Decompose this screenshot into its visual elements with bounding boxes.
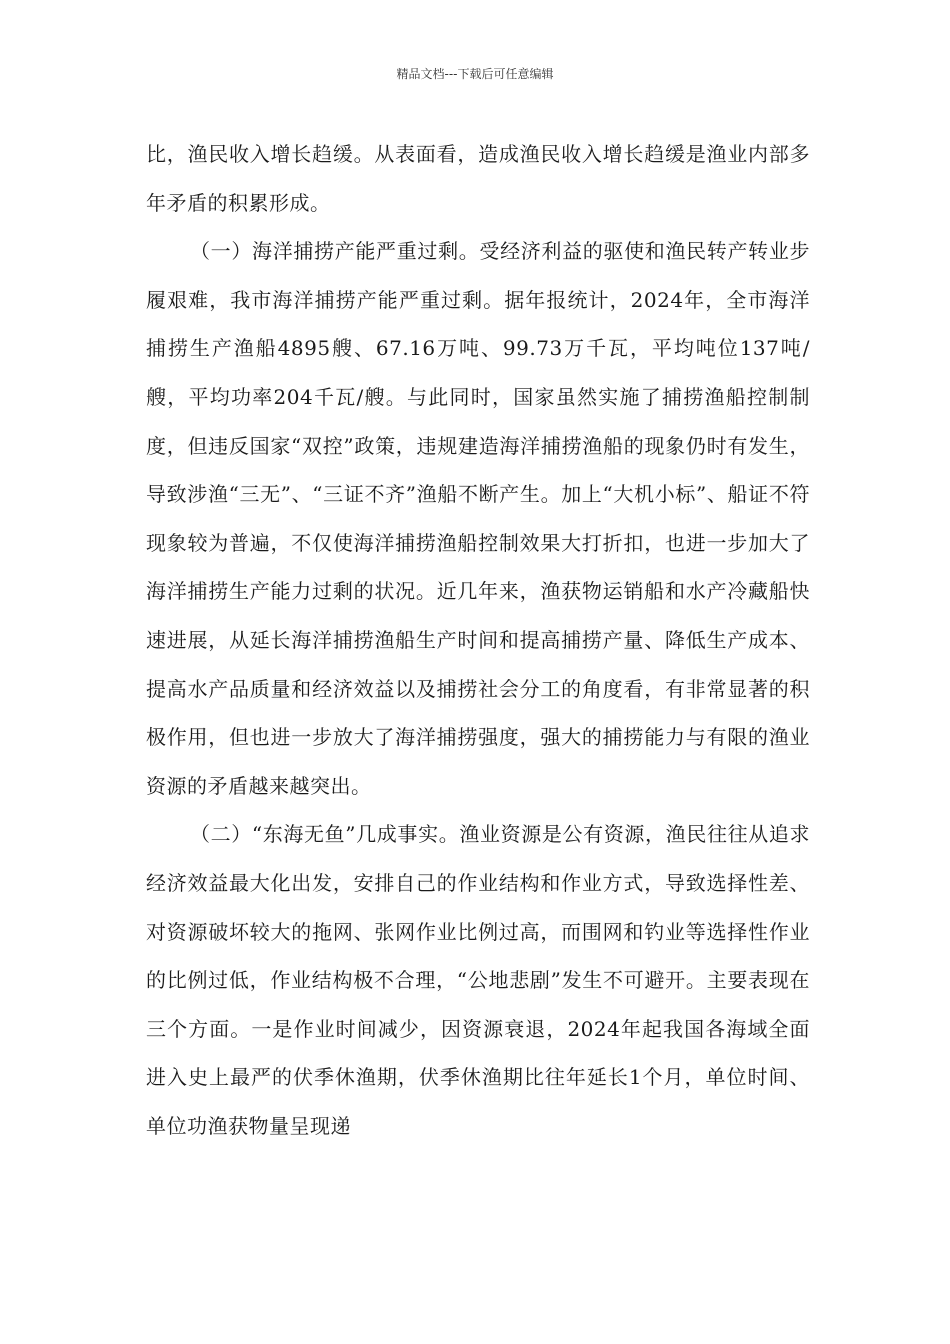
paragraph-section-two: （二）“东海无鱼”几成事实。渔业资源是公有资源，渔民往往从追求经济效益最大化出发，安排自己的作业结构和作业方式，导致选择性差、对资源破坏较大的拖网、张网作业比例过高，而围网和钓业等选择性作业的比例过低，作业结构极不合理，“公地悲剧”发生不可避开。主要表现在三个方面。一是作业时间减少，因资源衰退，2024年起我国各海域全面进入史上最严的伏季休渔期，伏季休渔期比往年延长1个月，单位时间、单位功渔获物量呈现递: [146, 822, 810, 1138]
paragraph-continuation: 比，渔民收入增长趋缓。从表面看，造成渔民收入增长趋缓是渔业内部多年矛盾的积累形成。: [146, 142, 810, 215]
page-header: 精品文档---下载后可任意编辑: [396, 67, 554, 81]
paragraph-section-one: （一）海洋捕捞产能严重过剩。受经济利益的驱使和渔民转产转业步履艰难，我市海洋捕捞产能严重过剩。据年报统计，2024年，全市海洋捕捞生产渔船4895艘、67.16万吨、99.73万千瓦，平均吨位137吨/艘，平均功率204千瓦/艘。与此同时，国家虽然实施了捕捞渔船控制制度，但违反国家“双控”政策，违规建造海洋捕捞渔船的现象仍时有发生，导致涉渔“三无”、“三证不齐”渔船不断产生。加上“大机小标”、船证不符现象较为普遍，不仅使海洋捕捞渔船控制效果大打折扣，也进一步加大了海洋捕捞生产能力过剩的状况。近几年来，渔获物运销船和水产冷藏船快速进展，从延长海洋捕捞渔船生产时间和提高捕捞产量、降低生产成本、提高水产品质量和经济效益以及捕捞社会分工的角度看，有非常显著的积极作用，但也进一步放大了海洋捕捞强度，强大的捕捞能力与有限的渔业资源的矛盾越来越突出。: [146, 239, 810, 798]
document-body: [146, 130, 810, 1150]
